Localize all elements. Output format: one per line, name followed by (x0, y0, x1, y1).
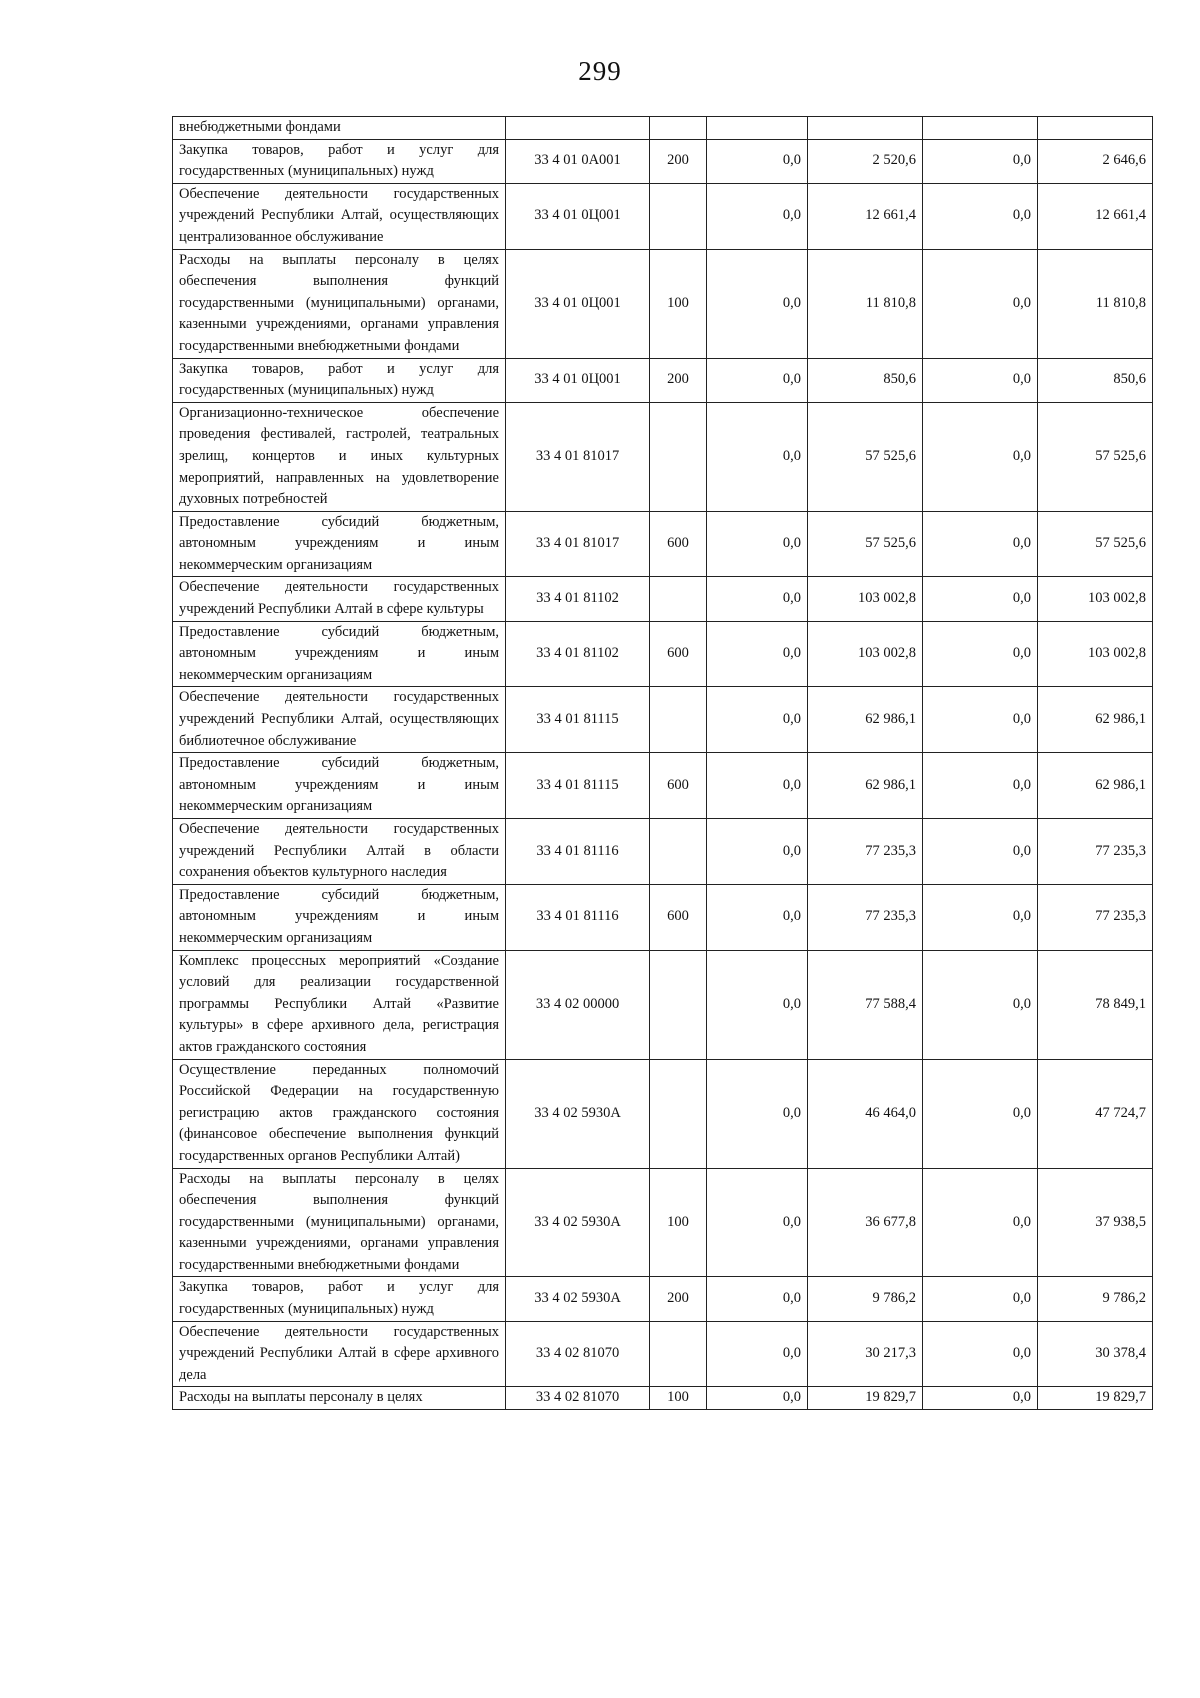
amount-col-3: 0,0 (923, 1321, 1038, 1387)
target-article-code: 33 4 02 5930А (506, 1168, 650, 1277)
expense-type-code (650, 950, 707, 1059)
amount-col-2 (808, 117, 923, 140)
amount-col-4: 77 235,3 (1038, 884, 1153, 950)
expense-type-code: 100 (650, 249, 707, 358)
row-description: Расходы на выплаты персоналу в целях (173, 1387, 506, 1410)
amount-col-2: 46 464,0 (808, 1059, 923, 1168)
amount-col-1 (707, 117, 808, 140)
table-row (173, 1168, 1153, 1277)
amount-col-4: 62 986,1 (1038, 687, 1153, 753)
table-row (173, 117, 1153, 140)
amount-col-2: 2 520,6 (808, 139, 923, 183)
page-number: 299 (578, 56, 622, 86)
target-article-code: 33 4 01 0А001 (506, 139, 650, 183)
amount-col-3 (923, 117, 1038, 140)
amount-col-1: 0,0 (707, 1387, 808, 1410)
budget-table (172, 116, 1153, 1410)
target-article-code: 33 4 02 00000 (506, 950, 650, 1059)
amount-col-1: 0,0 (707, 819, 808, 885)
expense-type-code (650, 1059, 707, 1168)
amount-col-1: 0,0 (707, 1321, 808, 1387)
target-article-code: 33 4 01 81115 (506, 753, 650, 819)
amount-col-1: 0,0 (707, 950, 808, 1059)
row-description: Расходы на выплаты персоналу в целях обеспечения выполнения функций государственными (муниципальными) органами, казенными учреждениями, органами управления государственными внебюджетными фондами (173, 1168, 506, 1277)
amount-col-2: 103 002,8 (808, 577, 923, 621)
amount-col-4: 19 829,7 (1038, 1387, 1153, 1410)
amount-col-1: 0,0 (707, 577, 808, 621)
table-row (173, 1277, 1153, 1321)
amount-col-3: 0,0 (923, 249, 1038, 358)
amount-col-1: 0,0 (707, 1277, 808, 1321)
amount-col-3: 0,0 (923, 511, 1038, 577)
row-description: Обеспечение деятельности государственных учреждений Республики Алтай в сфере архивного дела (173, 1321, 506, 1387)
row-description: Обеспечение деятельности государственных учреждений Республики Алтай, осуществляющих библиотечное обслуживание (173, 687, 506, 753)
target-article-code: 33 4 01 81115 (506, 687, 650, 753)
row-description: Расходы на выплаты персоналу в целях обеспечения выполнения функций государственными (муниципальными) органами, казенными учреждениями, органами управления государственными внебюджетными фондами (173, 249, 506, 358)
table-row (173, 402, 1153, 511)
row-description: Предоставление субсидий бюджетным, автономным учреждениям и иным некоммерческим организациям (173, 753, 506, 819)
amount-col-3: 0,0 (923, 402, 1038, 511)
expense-type-code (650, 1321, 707, 1387)
row-description: Предоставление субсидий бюджетным, автономным учреждениям и иным некоммерческим организациям (173, 511, 506, 577)
amount-col-4: 57 525,6 (1038, 402, 1153, 511)
amount-col-3: 0,0 (923, 577, 1038, 621)
row-description: Осуществление переданных полномочий Российской Федерации на государственную регистрацию актов гражданского состояния (финансовое обеспечение выполнения функций государственных органов Республики Алтай) (173, 1059, 506, 1168)
amount-col-3: 0,0 (923, 1387, 1038, 1410)
amount-col-2: 11 810,8 (808, 249, 923, 358)
amount-col-3: 0,0 (923, 687, 1038, 753)
amount-col-3: 0,0 (923, 950, 1038, 1059)
target-article-code: 33 4 01 0Ц001 (506, 358, 650, 402)
table-row (173, 1321, 1153, 1387)
table-row (173, 753, 1153, 819)
amount-col-2: 103 002,8 (808, 621, 923, 687)
expense-type-code: 600 (650, 511, 707, 577)
amount-col-1: 0,0 (707, 1059, 808, 1168)
amount-col-2: 62 986,1 (808, 687, 923, 753)
amount-col-3: 0,0 (923, 753, 1038, 819)
amount-col-4: 850,6 (1038, 358, 1153, 402)
amount-col-2: 77 235,3 (808, 884, 923, 950)
row-description: Обеспечение деятельности государственных учреждений Республики Алтай, осуществляющих централизованное обслуживание (173, 183, 506, 249)
target-article-code: 33 4 02 81070 (506, 1387, 650, 1410)
expense-type-code: 600 (650, 621, 707, 687)
amount-col-4 (1038, 117, 1153, 140)
amount-col-1: 0,0 (707, 358, 808, 402)
amount-col-3: 0,0 (923, 358, 1038, 402)
amount-col-4: 2 646,6 (1038, 139, 1153, 183)
amount-col-1: 0,0 (707, 402, 808, 511)
expense-type-code (650, 577, 707, 621)
amount-col-3: 0,0 (923, 884, 1038, 950)
table-row (173, 687, 1153, 753)
target-article-code: 33 4 01 81102 (506, 621, 650, 687)
amount-col-2: 30 217,3 (808, 1321, 923, 1387)
table-row (173, 819, 1153, 885)
amount-col-4: 103 002,8 (1038, 621, 1153, 687)
amount-col-4: 62 986,1 (1038, 753, 1153, 819)
amount-col-1: 0,0 (707, 249, 808, 358)
table-row (173, 950, 1153, 1059)
amount-col-2: 77 588,4 (808, 950, 923, 1059)
table-row (173, 884, 1153, 950)
target-article-code: 33 4 02 5930А (506, 1277, 650, 1321)
expense-type-code (650, 402, 707, 511)
amount-col-2: 77 235,3 (808, 819, 923, 885)
amount-col-4: 57 525,6 (1038, 511, 1153, 577)
table-row (173, 621, 1153, 687)
amount-col-1: 0,0 (707, 621, 808, 687)
expense-type-code: 100 (650, 1168, 707, 1277)
amount-col-2: 57 525,6 (808, 402, 923, 511)
row-description: Предоставление субсидий бюджетным, автономным учреждениям и иным некоммерческим организациям (173, 884, 506, 950)
amount-col-2: 9 786,2 (808, 1277, 923, 1321)
amount-col-3: 0,0 (923, 1059, 1038, 1168)
table-row (173, 139, 1153, 183)
expense-type-code: 100 (650, 1387, 707, 1410)
table-row (173, 249, 1153, 358)
amount-col-4: 37 938,5 (1038, 1168, 1153, 1277)
row-description: Предоставление субсидий бюджетным, автономным учреждениям и иным некоммерческим организациям (173, 621, 506, 687)
amount-col-3: 0,0 (923, 183, 1038, 249)
amount-col-1: 0,0 (707, 884, 808, 950)
target-article-code: 33 4 01 81102 (506, 577, 650, 621)
amount-col-4: 77 235,3 (1038, 819, 1153, 885)
amount-col-1: 0,0 (707, 183, 808, 249)
row-description: Организационно-техническое обеспечение проведения фестивалей, гастролей, театральных зрелищ, концертов и иных культурных мероприятий, направленных на удовлетворение духовных потребностей (173, 402, 506, 511)
row-description: Закупка товаров, работ и услуг для государственных (муниципальных) нужд (173, 1277, 506, 1321)
target-article-code: 33 4 01 0Ц001 (506, 183, 650, 249)
target-article-code: 33 4 01 81017 (506, 402, 650, 511)
target-article-code: 33 4 02 5930А (506, 1059, 650, 1168)
amount-col-2: 19 829,7 (808, 1387, 923, 1410)
target-article-code: 33 4 01 0Ц001 (506, 249, 650, 358)
row-description: Обеспечение деятельности государственных учреждений Республики Алтай в области сохранения объектов культурного наследия (173, 819, 506, 885)
amount-col-1: 0,0 (707, 1168, 808, 1277)
table-row (173, 1387, 1153, 1410)
amount-col-4: 78 849,1 (1038, 950, 1153, 1059)
amount-col-3: 0,0 (923, 139, 1038, 183)
amount-col-3: 0,0 (923, 1168, 1038, 1277)
amount-col-1: 0,0 (707, 511, 808, 577)
row-description: Закупка товаров, работ и услуг для государственных (муниципальных) нужд (173, 139, 506, 183)
expense-type-code: 200 (650, 358, 707, 402)
target-article-code: 33 4 01 81017 (506, 511, 650, 577)
amount-col-1: 0,0 (707, 753, 808, 819)
expense-type-code: 600 (650, 753, 707, 819)
amount-col-2: 57 525,6 (808, 511, 923, 577)
amount-col-4: 12 661,4 (1038, 183, 1153, 249)
expense-type-code: 200 (650, 139, 707, 183)
row-description: внебюджетными фондами (173, 117, 506, 140)
target-article-code: 33 4 01 81116 (506, 884, 650, 950)
expense-type-code: 600 (650, 884, 707, 950)
expense-type-code (650, 183, 707, 249)
table-row (173, 511, 1153, 577)
expense-type-code: 200 (650, 1277, 707, 1321)
table-row (173, 358, 1153, 402)
amount-col-2: 12 661,4 (808, 183, 923, 249)
amount-col-4: 30 378,4 (1038, 1321, 1153, 1387)
amount-col-2: 36 677,8 (808, 1168, 923, 1277)
amount-col-2: 850,6 (808, 358, 923, 402)
target-article-code (506, 117, 650, 140)
amount-col-3: 0,0 (923, 1277, 1038, 1321)
expense-type-code (650, 819, 707, 885)
amount-col-3: 0,0 (923, 621, 1038, 687)
target-article-code: 33 4 01 81116 (506, 819, 650, 885)
amount-col-4: 11 810,8 (1038, 249, 1153, 358)
table-row (173, 1059, 1153, 1168)
expense-type-code (650, 117, 707, 140)
amount-col-4: 103 002,8 (1038, 577, 1153, 621)
amount-col-4: 9 786,2 (1038, 1277, 1153, 1321)
expense-type-code (650, 687, 707, 753)
amount-col-4: 47 724,7 (1038, 1059, 1153, 1168)
amount-col-2: 62 986,1 (808, 753, 923, 819)
table-row (173, 183, 1153, 249)
row-description: Комплекс процессных мероприятий «Создание условий для реализации государственной программы Республики Алтай «Развитие культуры» в сфере архивного дела, регистрация актов гражданского состояния (173, 950, 506, 1059)
amount-col-1: 0,0 (707, 687, 808, 753)
table-row (173, 577, 1153, 621)
row-description: Закупка товаров, работ и услуг для государственных (муниципальных) нужд (173, 358, 506, 402)
amount-col-3: 0,0 (923, 819, 1038, 885)
row-description: Обеспечение деятельности государственных учреждений Республики Алтай в сфере культуры (173, 577, 506, 621)
amount-col-1: 0,0 (707, 139, 808, 183)
target-article-code: 33 4 02 81070 (506, 1321, 650, 1387)
